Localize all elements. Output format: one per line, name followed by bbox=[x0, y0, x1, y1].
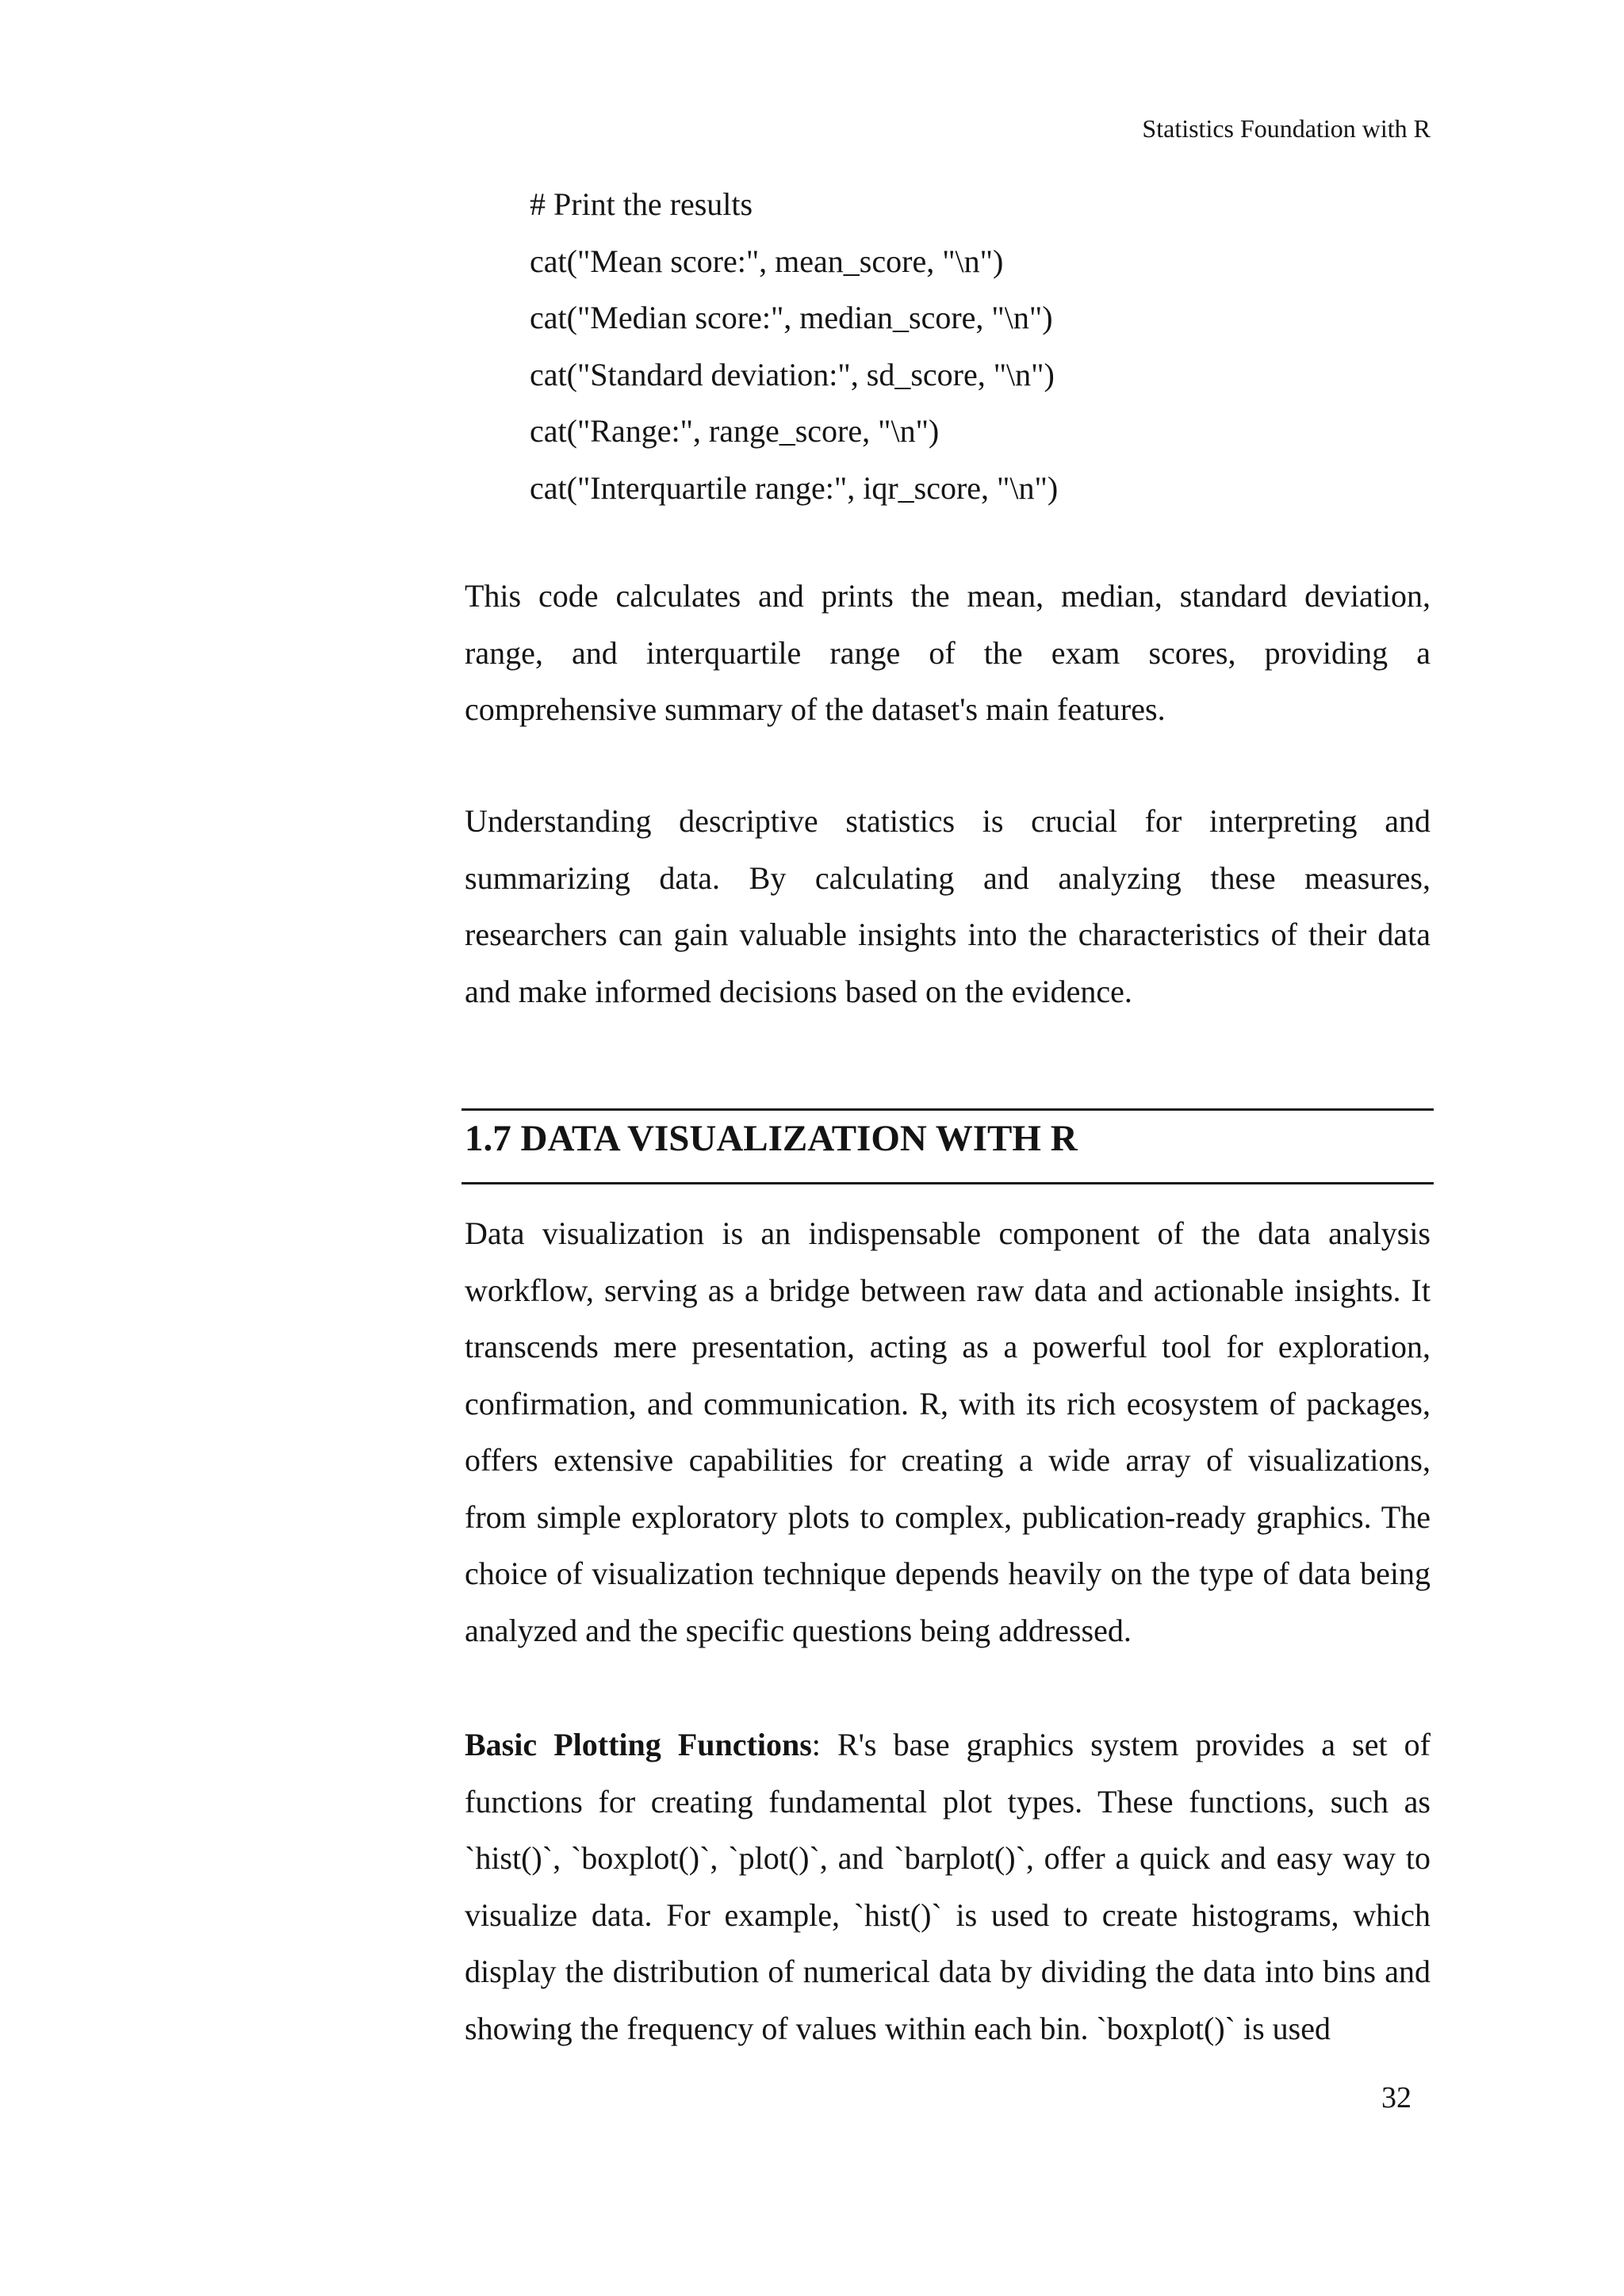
running-header: Statistics Foundation with R bbox=[1142, 114, 1431, 143]
basic-plotting-text: : R's base graphics system provides a set of functions for creating fundamental plot types. These functions, such as `hist()`, `boxplot()`, `plot()`, and `barplot()`, offer a quick and easy way to visualize data. For example, `hist()` is used to create histograms, which display the distribution of numerical data by dividing the data into bins and showing the frequency of values within each bin. `boxplot()` is used bbox=[465, 1727, 1431, 2046]
heading-rule-top bbox=[462, 1108, 1434, 1111]
heading-rule-bottom bbox=[462, 1182, 1434, 1184]
paragraph-code-summary: This code calculates and prints the mean, median, standard deviation, range, and interquartile range of the exam scores, providing a comprehensive summary of the dataset's main features. bbox=[465, 578, 1431, 727]
code-line: cat("Median score:", median_score, "\n") bbox=[530, 300, 1053, 335]
page-number: 32 bbox=[1381, 2081, 1411, 2114]
paragraph-basic-plotting bbox=[465, 1716, 1431, 2057]
code-line: cat("Standard deviation:", sd_score, "\n") bbox=[530, 356, 1055, 392]
code-line: cat("Mean score:", mean_score, "\n") bbox=[530, 243, 1004, 279]
code-line: cat("Interquartile range:", iqr_score, "\n") bbox=[530, 469, 1059, 506]
basic-plotting-term: Basic Plotting Functions bbox=[465, 1727, 812, 1762]
code-block bbox=[530, 176, 1481, 516]
section-heading: 1.7 DATA VISUALIZATION WITH R bbox=[465, 1118, 1078, 1159]
code-line: cat("Range:", range_score, "\n") bbox=[530, 413, 940, 449]
code-line: # Print the results bbox=[530, 186, 753, 222]
paragraph-data-visualization: Data visualization is an indispensable component of the data analysis workflow, serving as a bridge between raw data and actionable insights. It transcends mere presentation, acting as a powerful tool for exploration, confirmation, and communication. R, with its rich ecosystem of packages, offers extensive capabilities for creating a wide array of visualizations, from simple exploratory plots to complex, publication-ready graphics. The choice of visualization technique depends heavily on the type of data being analyzed and the specific questions being addressed. bbox=[465, 1215, 1431, 1648]
paragraph-descriptive-statistics: Understanding descriptive statistics is crucial for interpreting and summarizing data. By calculating and analyzing these measures, researchers can gain valuable insights into the characteristics of their data and make informed decisions based on the evidence. bbox=[465, 803, 1431, 1009]
